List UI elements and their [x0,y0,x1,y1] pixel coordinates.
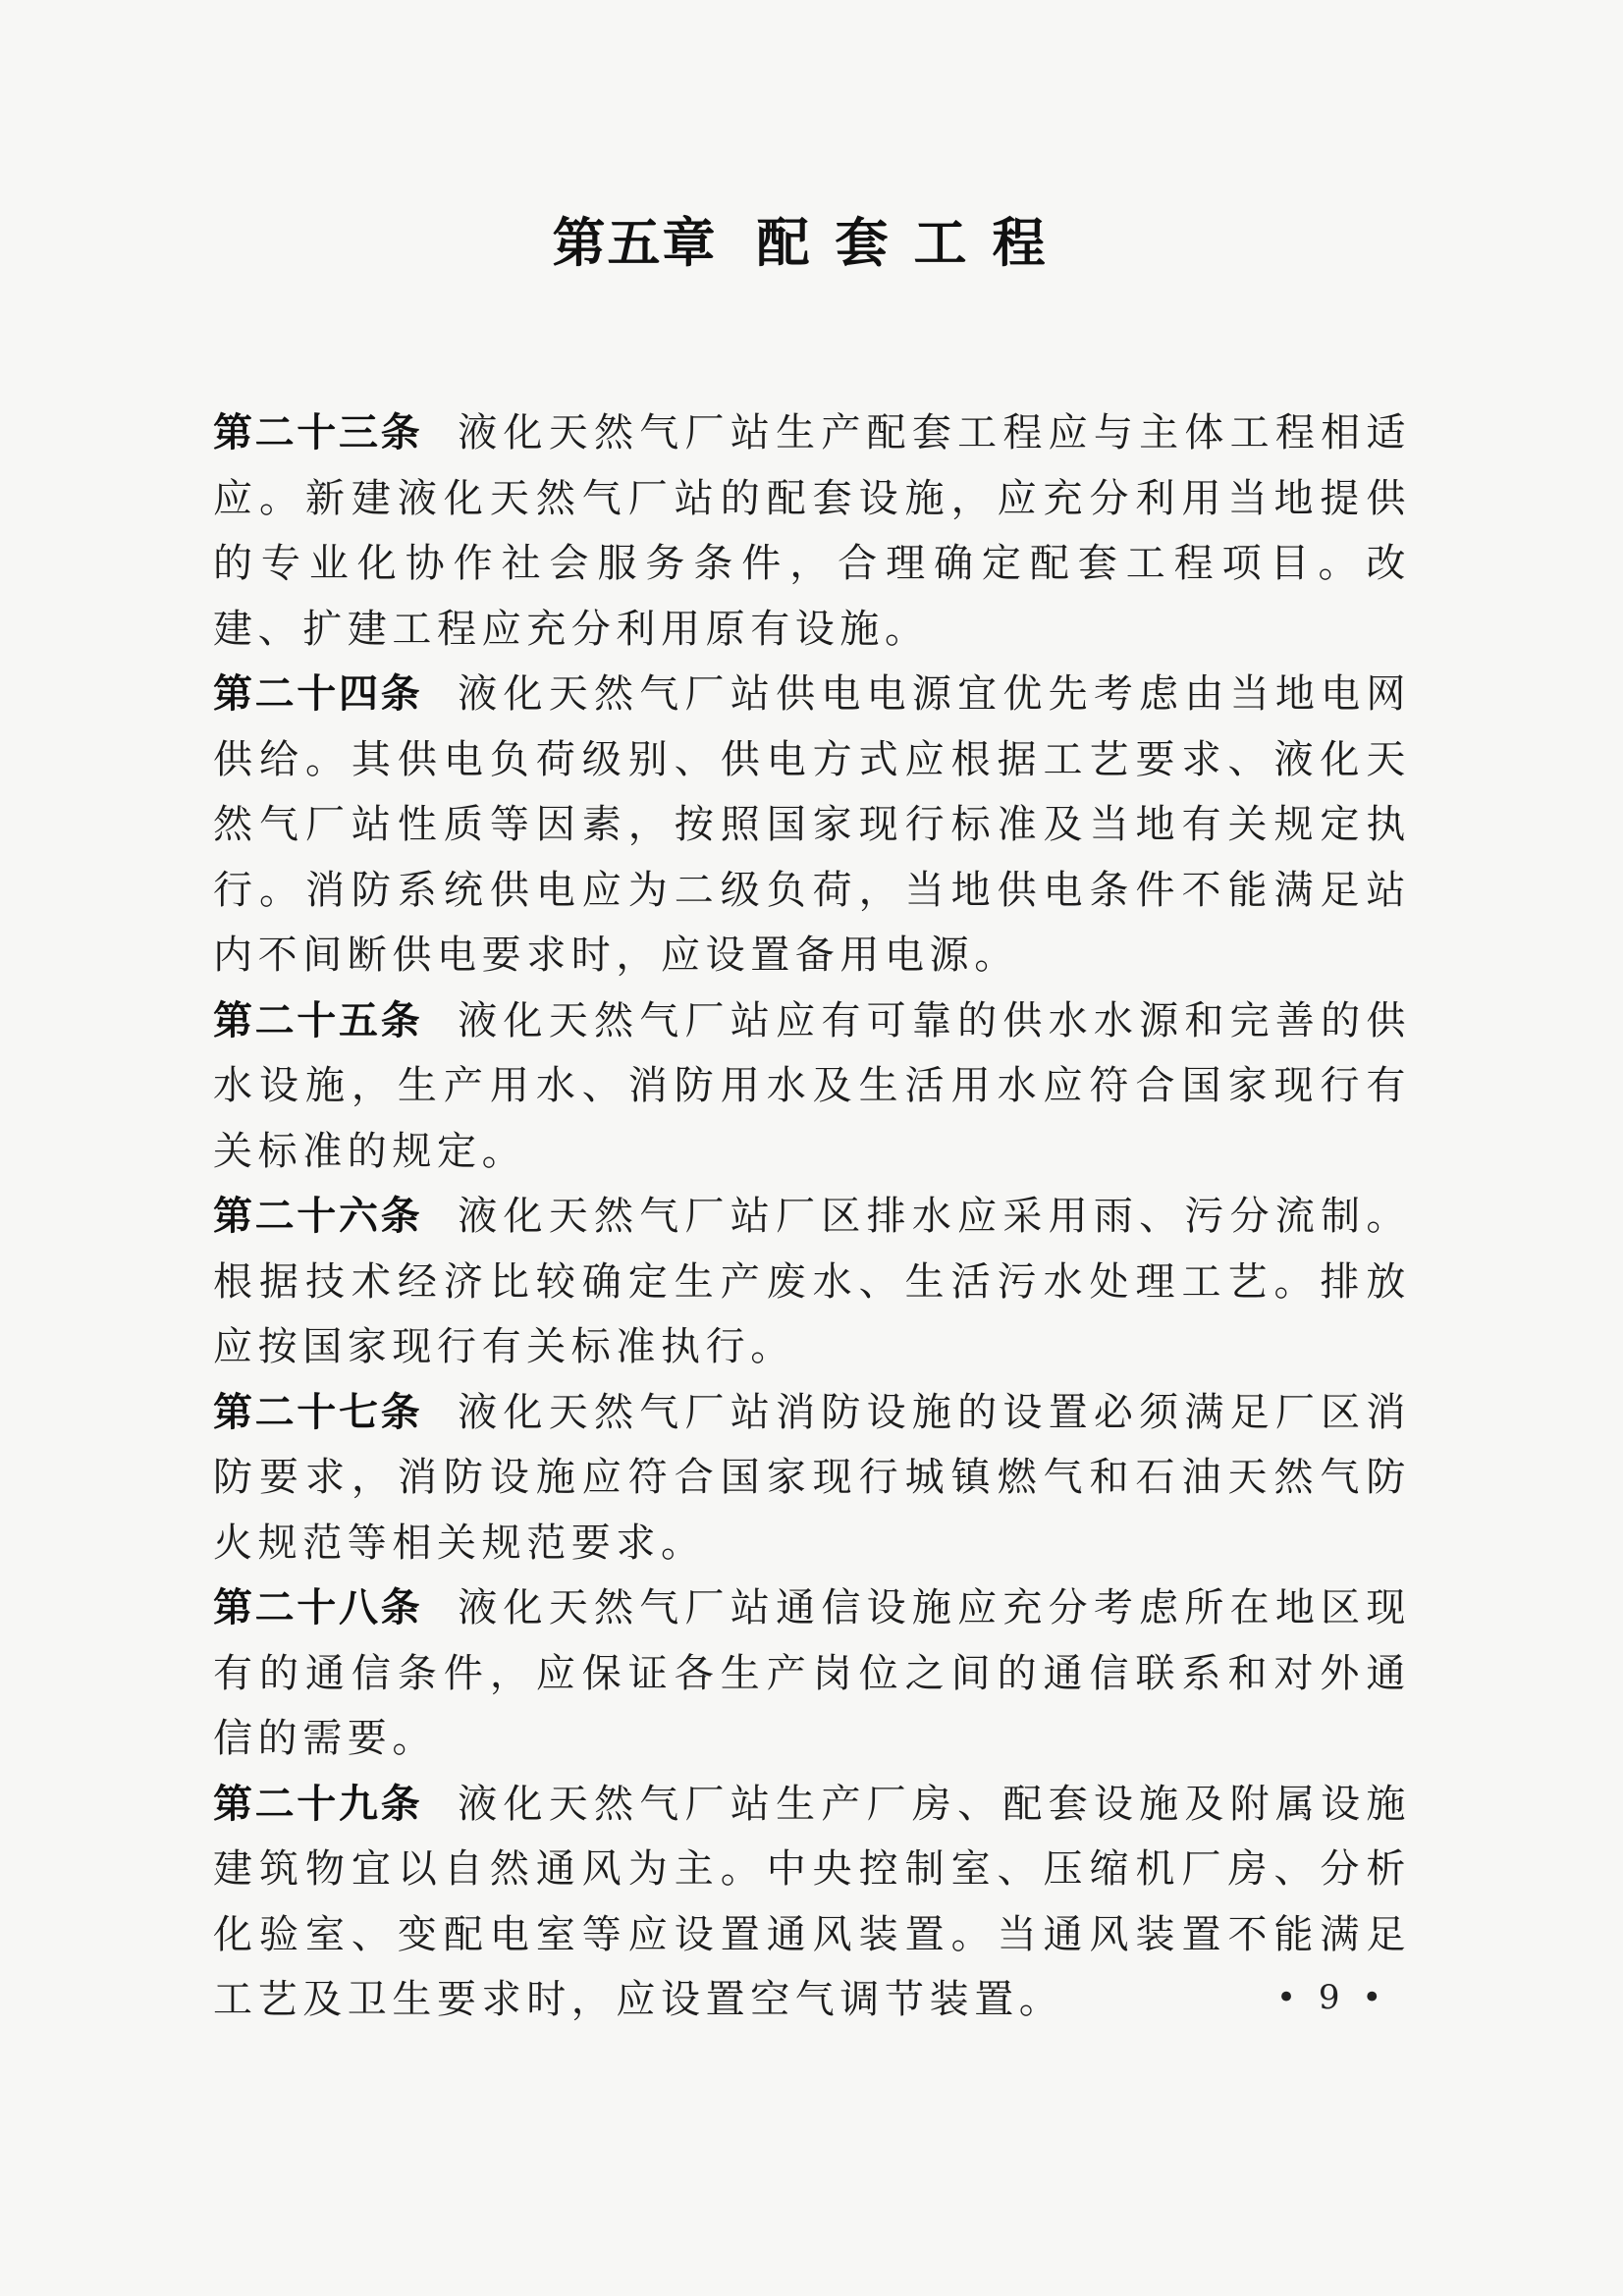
article-23 [213,400,1411,662]
article-25 [213,988,1411,1185]
article-label: 第二十三条 [213,410,423,455]
article-28 [213,1575,1411,1772]
article-29 [213,1772,1411,2033]
article-label: 第二十九条 [213,1781,423,1827]
article-text: 液化天然气厂站生产厂房、配套设施及附属设施建筑物宜以自然通风为主。中央控制室、压缩机厂房、分析化验室、变配电室等应设置通风装置。当通风装置不能满足工艺及卫生要求时，应设置空气调节装置。 [213,1781,1411,2022]
article-label: 第二十五条 [213,997,423,1043]
chapter-name: 配套工程 [756,212,1071,274]
article-label: 第二十四条 [213,671,423,717]
article-label: 第二十六条 [213,1194,423,1239]
article-text: 液化天然气厂站厂区排水应采用雨、污分流制。根据技术经济比较确定生产废水、生活污水处理工艺。排放应按国家现行有关标准执行。 [213,1194,1411,1369]
article-26 [213,1184,1411,1380]
article-24 [213,662,1411,988]
article-text: 液化天然气厂站生产配套工程应与主体工程相适应。新建液化天然气厂站的配套设施，应充分利用当地提供的专业化协作社会服务条件，合理确定配套工程项目。改建、扩建工程应充分利用原有设施。 [213,410,1411,652]
article-27 [213,1380,1411,1576]
article-text: 液化天然气厂站消防设施的设置必须满足厂区消防要求，消防设施应符合国家现行城镇燃气和石油天然气防火规范等相关规范要求。 [213,1389,1411,1566]
article-text: 液化天然气厂站供电电源宜优先考虑由当地电网供给。其供电负荷级别、供电方式应根据工艺要求、液化天然气厂站性质等因素，按照国家现行标准及当地有关规定执行。消防系统供电应为二级负荷，当地供电条件不能满足站内不间断供电要求时，应设置备用电源。 [213,671,1411,978]
article-text: 液化天然气厂站通信设施应充分考虑所在地区现有的通信条件，应保证各生产岗位之间的通信联系和对外通信的需要。 [213,1585,1411,1761]
chapter-title [0,201,1623,277]
article-text: 液化天然气厂站应有可靠的供水水源和完善的供水设施，生产用水、消防用水及生活用水应符合国家现行有关标准的规定。 [213,997,1411,1174]
page-number: • 9 • [1276,1978,1388,2017]
article-label: 第二十八条 [213,1585,423,1630]
chapter-number: 第五章 [552,212,718,274]
article-label: 第二十七条 [213,1389,423,1435]
chapter-body [213,400,1411,2033]
